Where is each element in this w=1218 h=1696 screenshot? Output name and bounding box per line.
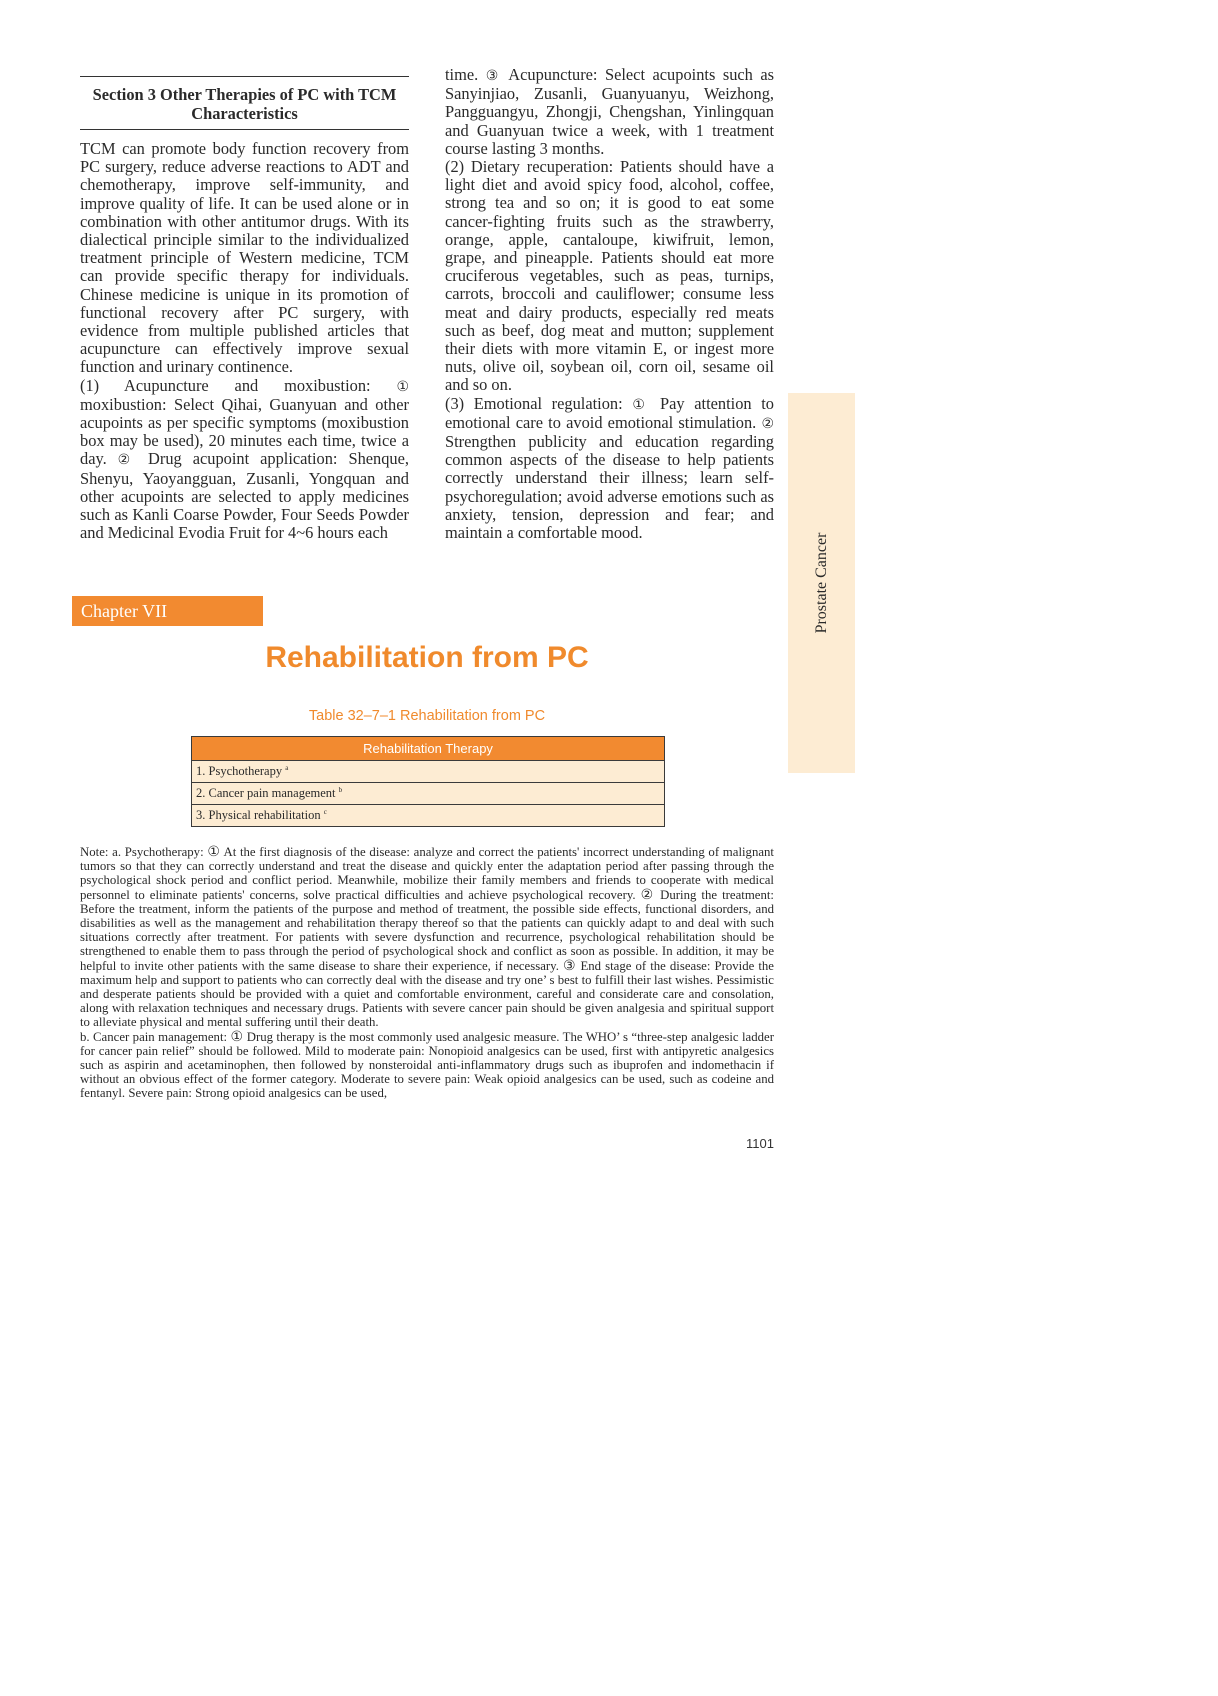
section-heading: Section 3 Other Therapies of PC with TCM Characteristics bbox=[80, 76, 409, 130]
table-row bbox=[192, 761, 665, 783]
table-row bbox=[192, 783, 665, 805]
chapter-title: Rehabilitation from PC bbox=[265, 641, 589, 674]
table-header: Rehabilitation Therapy bbox=[192, 737, 665, 761]
table-caption: Table 32–7–1 Rehabilitation from PC bbox=[308, 708, 546, 724]
left-column bbox=[80, 76, 409, 542]
table-cell: 3. Physical rehabilitation $^c$ bbox=[192, 805, 665, 827]
table-cell: 1. Psychotherapy $^a$ bbox=[192, 761, 665, 783]
list-item-diet: (2) Dietary recuperation: Patients should have a light diet and avoid spicy food, alcohol, coffee, strong tea and so on; it is good to eat some cancer-fighting fruits such as the strawberry, orange, apple, cantaloupe, kiwifruit, lemon, grape, and pineapple. Patients should eat more cruciferous vegetables, such as peas, turnips, carrots, broccoli and cauliflower; consume less meat and dairy products, especially red meats such as beef, dog meat and mutton; supplement their diets with more vitamin E, or ingest more nuts, olive oil, soybean oil, corn oil, sesame oil and so on. bbox=[445, 157, 774, 395]
table-note bbox=[80, 845, 774, 1101]
list-item-emotion: (3) Emotional regulation: ① Pay attention to emotional care to avoid emotional stimulation. ② Strengthen publicity and education regarding common aspects of the disease to help patients correctly understand their illness; learn self-psychoregulation; avoid adverse emotions such as anxiety, tension, depression and fear; and maintain a comfortable mood. bbox=[445, 393, 774, 543]
table-cell: 2. Cancer pain management $^b$ bbox=[192, 783, 665, 805]
note-cancer-pain: b. Cancer pain management: ① Drug therapy is the most commonly used analgesic measure. The WHO’ s “three-step analgesic ladder for cancer pain relief” should be followed. Mild to moderate pain: Nonopioid analgesics can be used, first with antipyretic analgesics such as aspirin and acetaminophen, then followed by nonsteroidal anti-inflammatory drugs such as ibuprofen and indomethacin if without an obvious effect of the former category. Moderate to severe pain: Weak opioid analgesics can be used, such as codeine and fentanyl. Severe pain: Strong opioid analgesics can be used, bbox=[80, 1028, 774, 1101]
page-number: 1101 bbox=[746, 1136, 774, 1151]
rehabilitation-table bbox=[191, 736, 665, 827]
paragraph: TCM can promote body function recovery from PC surgery, reduce adverse reactions to ADT and chemotherapy, improve self-immunity, and improve quality of life. It can be used alone or in combination with other antitumor drugs. With its dialectical principle similar to the individualized treatment principle of Western medicine, TCM can provide specific therapy for individuals. Chinese medicine is unique in its promotion of functional recovery after PC surgery, with evidence from multiple published articles that acupuncture can effectively improve sexual function and urinary continence. bbox=[80, 139, 409, 377]
side-tab-label: Prostate Cancer bbox=[812, 532, 830, 634]
note-psychotherapy: Note: a. Psychotherapy: ① At the first diagnosis of the disease: analyze and correct the patients' incorrect understanding of malignant tumors so that they can correctly understand and treat the disease and quickly enter the adaptation period after passing through the psychological shock period and conflict period. Meanwhile, mobilize their family members and friends to cooperate with medical personnel to eliminate patients' concerns, solve practical difficulties and achieve psychological recovery. ② During the treatment: Before the treatment, inform the patients of the purpose and method of treatment, the possible side effects, functional disorders, and disabilities as well as the management and rehabilitation therapy thereof so that the patients can quickly adapt to and deal with such situations correctly after treatment. For patients with severe dysfunction and recurrence, psychological rehabilitation should be strengthened to enable them to pass through the period of psychological shock and conflict as soon as possible. In addition, it may be helpful to invite other patients with the same disease to share their experience, if necessary. ③ End stage of the disease: Provide the maximum help and support to patients who can correctly deal with the disease and try one’ s best to fulfill their last wishes. Pessimistic and desperate patients should be provided with a quiet and comfortable environment, careful and considerate care and consolation, along with relaxation techniques and necessary drugs. Patients with severe cancer pain should be given analgesia and spiritual support to alleviate physical and mental suffering until their death. bbox=[80, 844, 774, 1030]
list-item-acupuncture: (1) Acupuncture and moxibustion: ① moxibustion: Select Qihai, Guanyuan and other acupoints as per specific symptoms (moxibustion box may be used), 20 minutes each time, twice a day. ② Drug acupoint application: Shenque, Shenyu, Yaoyangguan, Zusanli, Yongquan and other acupoints are selected to apply medicines such as Kanli Coarse Powder, Four Seeds Powder and Medicinal Evodia Fruit for 4~6 hours each bbox=[80, 375, 409, 543]
table-row bbox=[192, 805, 665, 827]
paragraph-continued: time. ③ Acupuncture: Select acupoints such as Sanyinjiao, Zusanli, Guanyuanyu, Weizhong, Pangguangyu, Zhongji, Chengshan, Yinlingquan and Guanyuan twice a week, with 1 treatment course lasting 3 months. bbox=[445, 65, 775, 158]
right-column bbox=[445, 66, 774, 542]
chapter-label: Chapter VII bbox=[72, 596, 263, 626]
side-tab bbox=[788, 393, 855, 773]
